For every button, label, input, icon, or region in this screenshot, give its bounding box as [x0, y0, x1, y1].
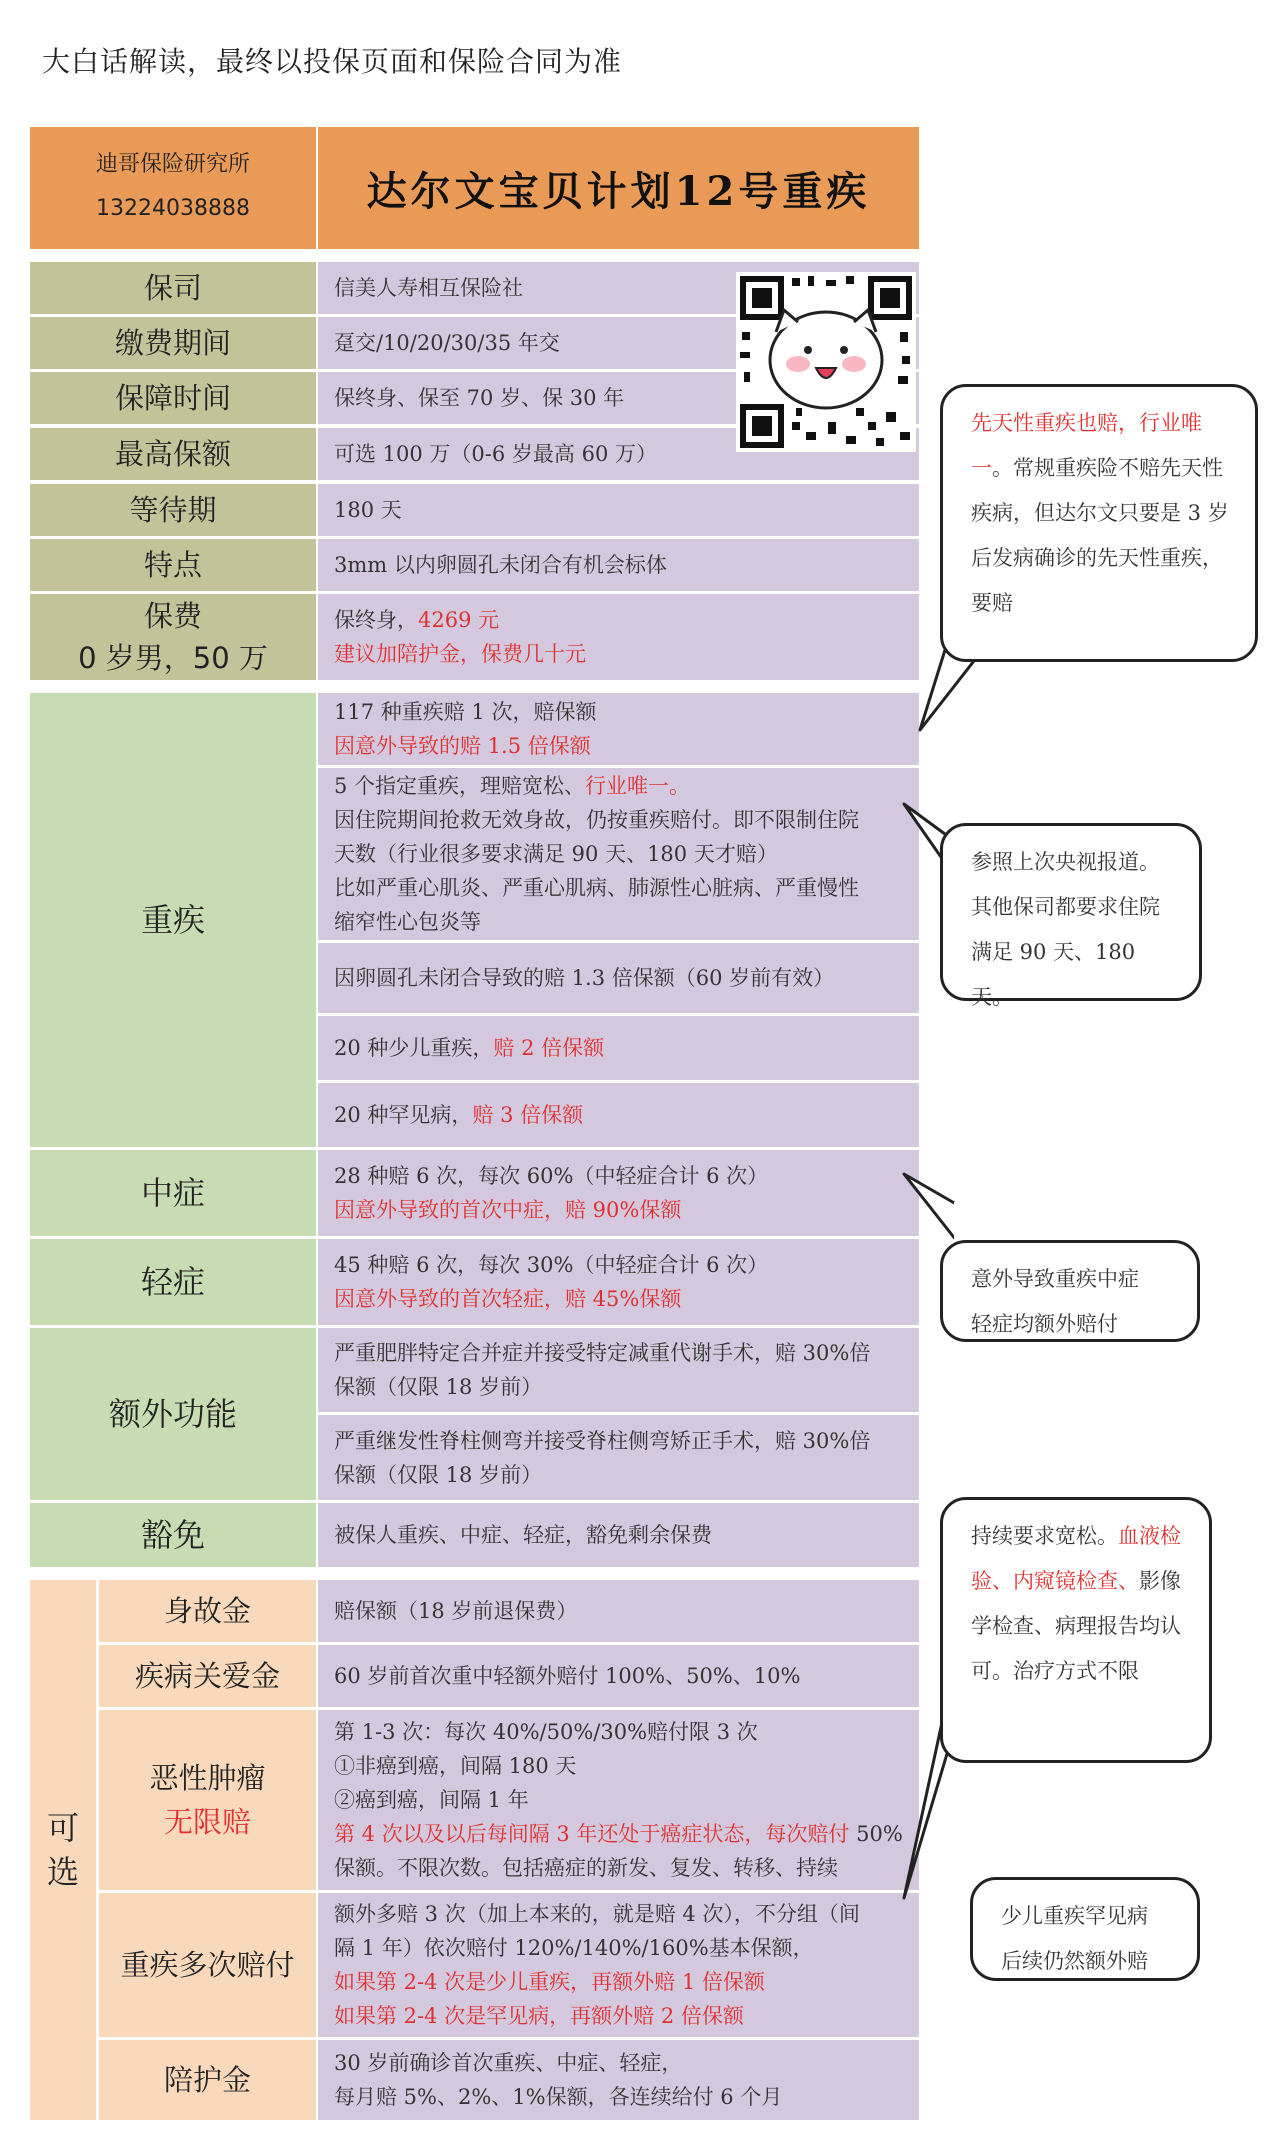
waiver-text: 被保人重疾、中症、轻症，豁免剩余保费 [334, 1523, 712, 1547]
label-moderate-illness: 中症 [30, 1150, 316, 1236]
label-death-benefit: 身故金 [99, 1580, 316, 1642]
label-waiver: 豁免 [30, 1503, 316, 1567]
critical-row-3: 因卵圆孔未闭合导致的赔 1.3 倍保额（60 岁前有效） [318, 943, 919, 1013]
label-coverage-term: 保障时间 [30, 372, 316, 424]
optional-label-line1: 可 [46, 1809, 79, 1847]
premium-line1-prefix: 保终身， [334, 608, 418, 632]
cancer-label: 恶性肿瘤 [149, 1761, 266, 1795]
callout-congenital-text: 。常规重疾险不赔先天性疾病，但达尔文只要是 3 岁后发病确诊的先天性重疾，要赔 [971, 456, 1229, 615]
waiting-period-text: 180 天 [334, 498, 402, 522]
callout-accident [940, 1240, 1200, 1342]
critical-row2-line4: 比如严重心肌炎、严重心肌病、肺源性心脏病、严重慢性 [334, 876, 859, 900]
callout-cctv-line3: 满足 90 天、180 天。 [971, 940, 1136, 1009]
escort-line2: 每月赔 5%、2%、1%保额，各连续给付 6 个月 [334, 2085, 783, 2109]
org-name: 迪哥保险研究所 [95, 152, 250, 177]
extra-row2-line1: 严重继发性脊柱侧弯并接受脊柱侧弯矫正手术，赔 30%倍 [334, 1428, 871, 1453]
cancer-line3: ②癌到癌，间隔 1 年 [334, 1788, 529, 1812]
label-waiting-period: 等待期 [30, 484, 316, 536]
moderate-line1: 28 种赔 6 次，每次 60%（中轻症合计 6 次） [334, 1164, 769, 1188]
callout-accident-line2: 轻症均额外赔付 [971, 1312, 1118, 1336]
callout-congenital [940, 384, 1258, 662]
value-waiver [318, 1503, 919, 1567]
payment-period-text: 趸交/10/20/30/35 年交 [334, 331, 560, 355]
label-insurer: 保司 [30, 262, 316, 314]
callout-diagnosis-prefix: 持续要求宽松。 [971, 1524, 1118, 1548]
label-care-fund: 疾病关爱金 [99, 1645, 316, 1707]
extra-row2-line2: 保额（仅限 18 岁前） [334, 1462, 543, 1487]
product-title: 达尔文宝贝计划12号重疾 [318, 127, 919, 249]
label-multi-critical: 重疾多次赔付 [99, 1893, 316, 2037]
disclaimer-note: 大白话解读，最终以投保页面和保险合同为准 [42, 45, 623, 78]
callout-children-line1: 少儿重疾罕见病 [1001, 1904, 1148, 1928]
escort-line1: 30 岁前确诊首次重疾、中症、轻症， [334, 2051, 683, 2075]
callout-children [970, 1877, 1200, 1981]
callout-cctv-line2: 其他保司都要求住院 [971, 895, 1160, 919]
callout-cctv [940, 823, 1202, 1009]
critical-row-2 [318, 768, 919, 940]
label-max-sum: 最高保额 [30, 428, 316, 480]
value-mild-illness [318, 1239, 919, 1325]
multi-line2: 隔 1 年）依次赔付 120%/140%/160%基本保额， [334, 1936, 814, 1960]
org-phone: 13224038888 [96, 196, 250, 221]
qr-code[interactable] [736, 272, 916, 452]
extra-row1-line1: 严重肥胖特定合并症并接受特定减重代谢手术，赔 30%倍 [334, 1341, 871, 1365]
moderate-line2: 因意外导致的首次中症，赔 90%保额 [334, 1198, 682, 1222]
critical-row2-line1 [334, 769, 903, 803]
premium-label-line2: 0 岁男，50 万 [78, 641, 268, 675]
critical-row2-line2: 因住院期间抢救无效身故，仍按重疾赔付。即不限制住院 [334, 808, 859, 832]
critical-row2-line5: 缩窄性心包炎等 [334, 910, 481, 934]
callout-children-line2: 后续仍然额外赔 [1001, 1949, 1148, 1973]
premium-amount: 4269 元 [418, 608, 500, 632]
label-payment-period: 缴费期间 [30, 317, 316, 369]
org-block [30, 127, 316, 249]
label-feature: 特点 [30, 539, 316, 591]
critical-row1-line2: 因意外导致的赔 1.5 倍保额 [334, 734, 591, 758]
cancer-line2: ①非癌到癌，间隔 180 天 [334, 1754, 577, 1778]
label-critical-illness: 重疾 [30, 693, 316, 1147]
insurer-text: 信美人寿相互保险社 [334, 276, 523, 300]
extra-row-1 [318, 1328, 919, 1412]
critical-row2-highlight: 行业唯一。 [585, 774, 691, 798]
critical-row1-line1: 117 种重疾赔 1 次，赔保额 [334, 700, 597, 724]
critical-row-5 [318, 1083, 919, 1147]
critical-row5-highlight: 赔 3 倍保额 [472, 1103, 584, 1127]
critical-row4-prefix: 20 种少儿重疾， [334, 1036, 494, 1060]
label-premium [30, 594, 316, 680]
callout-diagnosis-text: 影像学检查、病理报告均认可。治疗方式不限 [971, 1569, 1181, 1683]
optional-label-line2: 选 [46, 1853, 79, 1891]
callout-accident-line1: 意外导致重疾中症 [971, 1267, 1139, 1291]
cancer-label-unlimited: 无限赔 [163, 1805, 251, 1839]
label-escort-fund: 陪护金 [99, 2040, 316, 2120]
critical-row4-line [334, 1031, 903, 1065]
critical-row5-prefix: 20 种罕见病， [334, 1103, 473, 1127]
value-waiting-period [318, 484, 919, 536]
label-extra-functions: 额外功能 [30, 1328, 316, 1500]
cancer-line4-red: 第 4 次以及以后每间隔 3 年还处于癌症状态，每次赔付 [334, 1822, 850, 1846]
cancer-line5: 保额。不限次数。包括癌症的新发、复发、转移、持续 [334, 1856, 838, 1880]
max-sum-text: 可选 100 万（0-6 岁最高 60 万） [334, 442, 657, 466]
mild-line2: 因意外导致的首次轻症，赔 45%保额 [334, 1287, 682, 1311]
value-feature [318, 539, 919, 591]
extra-row-2 [318, 1415, 919, 1500]
value-premium [318, 594, 919, 680]
callout-cctv-line1: 参照上次央视报道。 [971, 850, 1160, 874]
feature-text: 3mm 以内卵圆孔未闭合有机会标体 [334, 553, 667, 577]
value-death-benefit [318, 1580, 919, 1642]
mild-line1: 45 种赔 6 次，每次 30%（中轻症合计 6 次） [334, 1253, 769, 1277]
critical-row2-line3: 天数（行业很多要求满足 90 天、180 天才赔） [334, 842, 778, 866]
premium-line2: 建议加陪护金，保费几十元 [334, 642, 586, 666]
value-multi-critical [318, 1893, 919, 2037]
callout-diagnosis-highlight: 血液检验、内窥镜检查、 [971, 1524, 1181, 1593]
callout-congenital-highlight: 先天性重疾也赔，行业唯一 [971, 411, 1202, 480]
critical-row-4 [318, 1016, 919, 1080]
premium-line1 [334, 603, 903, 637]
care-fund-text: 60 岁前首次重中轻额外赔付 100%、50%、10% [334, 1664, 801, 1688]
value-moderate-illness [318, 1150, 919, 1236]
cancer-line4 [334, 1817, 903, 1851]
critical-row-1 [318, 693, 919, 765]
critical-row4-highlight: 赔 2 倍保额 [493, 1036, 605, 1060]
death-benefit-text: 赔保额（18 岁前退保费） [334, 1599, 578, 1623]
value-escort-fund [318, 2040, 919, 2120]
extra-row1-line2: 保额（仅限 18 岁前） [334, 1375, 543, 1399]
label-cancer [99, 1710, 316, 1890]
premium-label-line1: 保费 [143, 599, 202, 633]
multi-line4: 如果第 2-4 次是罕见病，再额外赔 2 倍保额 [334, 2004, 744, 2028]
callout-diagnosis [940, 1497, 1212, 1763]
label-mild-illness: 轻症 [30, 1239, 316, 1325]
coverage-term-text: 保终身、保至 70 岁、保 30 年 [334, 386, 625, 410]
multi-line3: 如果第 2-4 次是少儿重疾，再额外赔 1 倍保额 [334, 1970, 765, 1994]
multi-line1: 额外多赔 3 次（加上本来的，就是赔 4 次），不分组（间 [334, 1902, 860, 1926]
value-care-fund [318, 1645, 919, 1707]
critical-row5-line [334, 1098, 903, 1132]
qr-code-image [736, 272, 916, 452]
value-cancer [318, 1710, 919, 1890]
cancer-line4-tail: 50% [849, 1822, 903, 1846]
critical-row2-prefix: 5 个指定重疾，理赔宽松、 [334, 774, 586, 798]
cancer-line1: 第 1-3 次：每次 40%/50%/30%赔付限 3 次 [334, 1720, 758, 1744]
label-optional [30, 1580, 96, 2120]
